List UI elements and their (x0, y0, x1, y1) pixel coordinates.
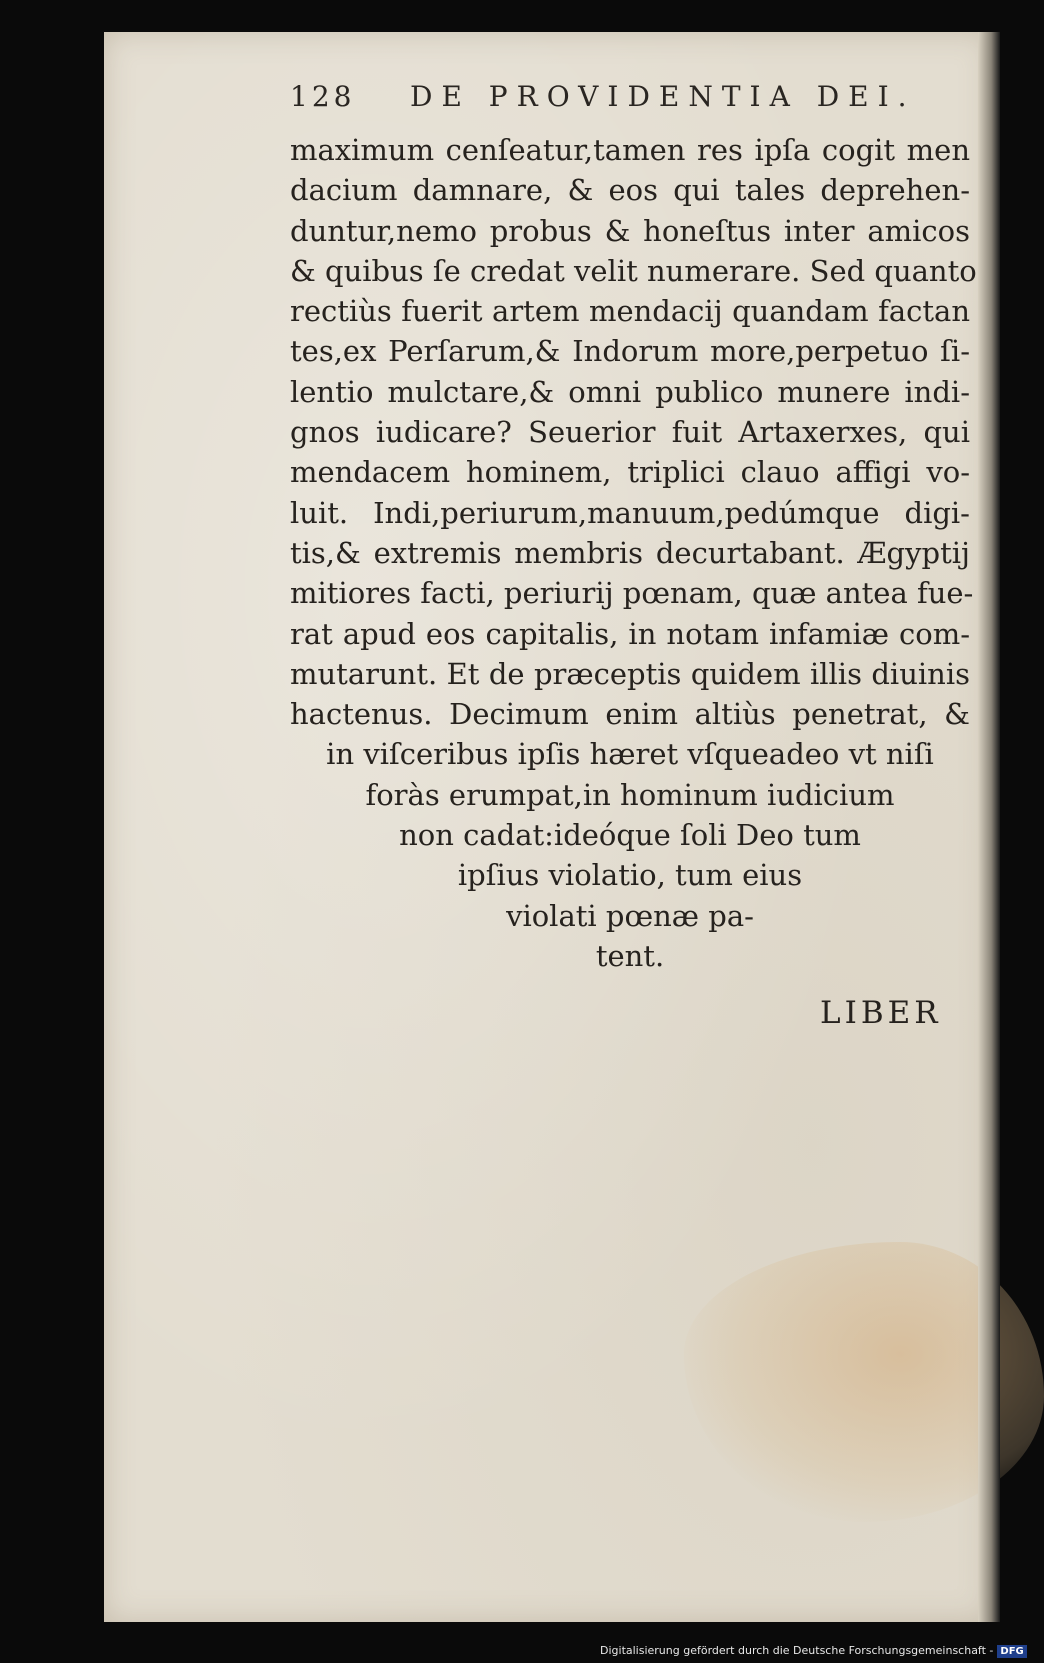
text-line: mutarunt. Et de præceptis quidem illis diuinis (290, 656, 970, 691)
text-line: tes,ex Perſarum,& Indorum more,perpetuo ſi- (290, 334, 970, 369)
text-line: tis,& extremis membris decurtabant. Ægyptij (290, 535, 970, 570)
text-line: in viſceribus ipſis hæret vſqueadeo vt niſi (326, 737, 934, 772)
text-line: foràs erumpat,in hominum iudicium (365, 777, 895, 812)
text-line: violati pœnæ pa- (506, 898, 754, 933)
text-line: ipſius violatio, tum eius (457, 858, 803, 893)
credit-text: Digitalisierung gefördert durch die Deutsche Forschungsgemeinschaft - (600, 1644, 994, 1657)
text-line: rectiùs fuerit artem mendacij quandam factan (290, 294, 970, 329)
text-line: tent. (595, 938, 665, 973)
text-line: maximum cenſeatur,tamen res ipſa cogit men (290, 133, 970, 167)
catchword: LIBER (820, 995, 942, 1031)
body-text (290, 130, 977, 976)
text-line: hactenus. Decimum enim altiùs penetrat, & (290, 697, 970, 732)
text-line: dacium damnare, & eos qui tales deprehen- (290, 173, 970, 208)
running-title: DE PROVIDENTIA DEI. (410, 80, 916, 113)
page-edge-shadow (978, 32, 1000, 1622)
text-line: non cadat:ideóque ſoli Deo tum (399, 818, 861, 853)
dfg-logo: DFG (997, 1645, 1026, 1658)
text-line: gnos iudicare? Seuerior fuit Artaxerxes, qui (290, 415, 970, 450)
digitization-credit (600, 1644, 1024, 1660)
text-line: luit. Indi,periurum,manuum,pedúmque digi- (290, 495, 970, 530)
text-line: mendacem hominem, triplici clauo affigi vo- (290, 455, 970, 490)
text-line: mitiores facti, periurij pœnam, quæ antea fue- (290, 576, 974, 611)
running-head (290, 80, 970, 120)
text-line: & quibus ſe credat velit numerare. Sed quanto (290, 253, 977, 288)
text-line: duntur,nemo probus & honeſtus inter amicos (290, 213, 970, 248)
page-number: 128 (290, 80, 356, 113)
text-line: lentio mulctare,& omni publico munere indi- (290, 374, 970, 409)
text-line: rat apud eos capitalis, in notam infamiæ com- (290, 616, 970, 651)
